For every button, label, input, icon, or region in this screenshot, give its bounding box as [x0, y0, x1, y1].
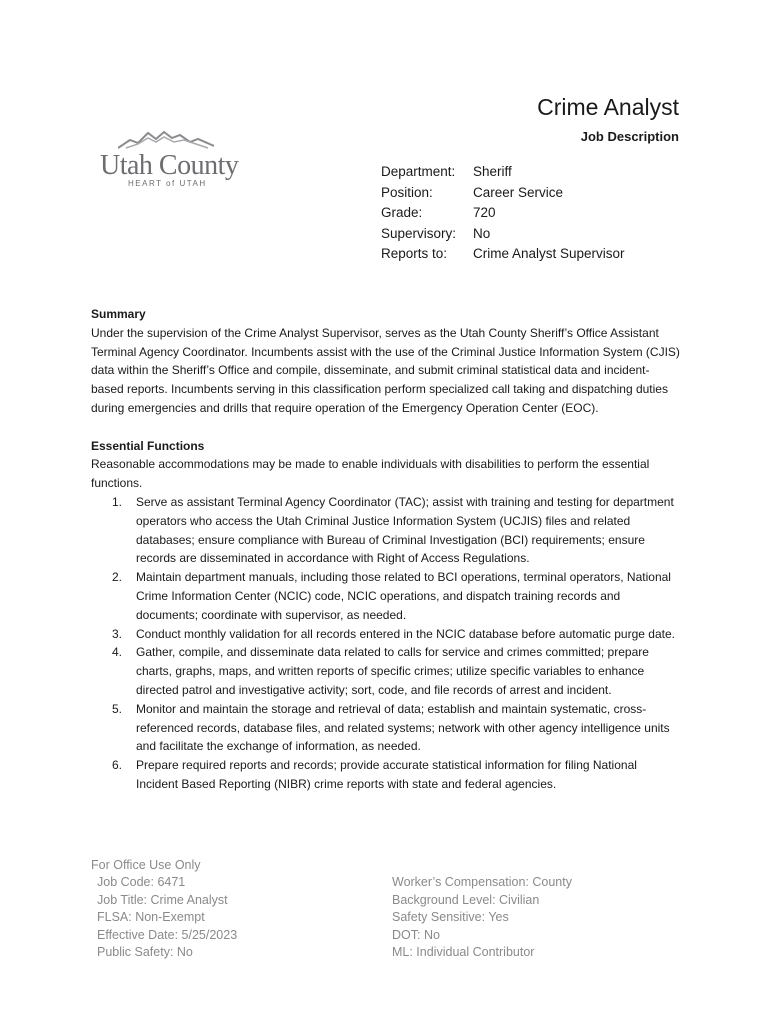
office-job-title: Job Title: Crime Analyst [97, 892, 228, 907]
job-meta-table [381, 162, 625, 265]
meta-row-grade [381, 203, 625, 224]
summary-text: Under the supervision of the Crime Analyst Supervisor, serves as the Utah County Sheriff’s Office Assistant Terminal Agency Coordinator. Incumbents assist with the use of the Criminal Justice Information System (CJIS) data within the Sheriff’s Office and compile, disseminate, and submit criminal statistical data and incident-based reports. Incumbents serving in this classification perform specialized call taking and dispatching duties during emergencies and drills that require operation of the Emergency Operation Center (EOC). [91, 325, 680, 415]
meta-value: Sheriff [473, 164, 512, 179]
meta-key: Position: [381, 184, 433, 200]
office-use-left-column [97, 874, 237, 961]
list-number: 5. [112, 701, 123, 716]
meta-key: Department: [381, 164, 456, 179]
office-use-footer [91, 857, 691, 960]
meta-row-supervisory [381, 224, 625, 245]
job-description-body [91, 305, 681, 794]
list-number: 2. [112, 570, 123, 585]
meta-key: Reports to: [381, 246, 448, 261]
list-item [91, 493, 681, 568]
essential-functions-list [91, 493, 681, 794]
list-text: Conduct monthly validation for all records entered in the NCIC database before automatic purge date. [136, 626, 675, 641]
logo-name: Utah County [100, 150, 239, 181]
mountain-icon [118, 130, 214, 150]
section-spacer [91, 418, 681, 437]
office-safety-sensitive: Safety Sensitive: Yes [392, 910, 509, 925]
list-item [91, 625, 681, 644]
utah-county-logo [100, 130, 239, 190]
office-effective-date: Effective Date: 5/25/2023 [97, 927, 238, 942]
meta-value: Crime Analyst Supervisor [473, 246, 625, 261]
office-background-level: Background Level: Civilian [392, 892, 540, 907]
office-workers-comp: Worker’s Compensation: County [392, 875, 572, 890]
meta-value: No [473, 225, 491, 241]
meta-value: 720 [473, 205, 496, 220]
logo-tagline: HEART of UTAH [128, 179, 207, 188]
list-text: Prepare required reports and records; provide accurate statistical information for filing National Incident Based Reporting (NIBR) crime reports with state and federal agencies. [136, 758, 637, 791]
office-dot: DOT: No [392, 927, 440, 942]
office-use-right-column [392, 874, 572, 961]
office-use-title: For Office Use Only [91, 858, 201, 872]
list-item [91, 643, 681, 699]
office-flsa: FLSA: Non-Exempt [97, 910, 205, 925]
meta-row-position [381, 183, 625, 204]
list-number: 1. [112, 494, 123, 509]
office-public-safety: Public Safety: No [97, 945, 193, 960]
list-number: 3. [112, 626, 123, 641]
essential-functions-intro: Reasonable accommodations may be made to enable individuals with disabilities to perform the essential functions. [91, 457, 650, 491]
meta-key: Grade: [381, 205, 423, 220]
document-subtitle: Job Description [580, 129, 679, 144]
essential-functions-heading: Essential Functions [91, 438, 205, 453]
document-title: Crime Analyst [537, 94, 679, 120]
list-number: 6. [112, 758, 123, 773]
list-text: Serve as assistant Terminal Agency Coordinator (TAC); assist with training and testing for department operators who access the Utah Criminal Justice Information System (UCJIS) files and related databases; ensure compliance with Bureau of Criminal Investigation (BCI) requirements; ensure records are disseminated in accordance with Right of Access Regulations. [136, 494, 674, 566]
meta-key: Supervisory: [381, 225, 457, 241]
office-job-code: Job Code: 6471 [97, 875, 186, 890]
list-item [91, 756, 681, 794]
meta-row-department [381, 162, 625, 183]
meta-value: Career Service [473, 184, 564, 200]
list-item [91, 568, 681, 624]
list-item [91, 700, 681, 756]
list-text: Monitor and maintain the storage and retrieval of data; establish and maintain systematic, cross-referenced records, database files, and related systems; network with other agency intelligence units and facilitate the exchange of information, as needed. [136, 701, 670, 754]
office-ml: ML: Individual Contributor [392, 945, 535, 960]
list-number: 4. [112, 645, 123, 660]
list-text: Maintain department manuals, including those related to BCI operations, terminal operators, National Crime Information Center (NCIC) code, NCIC operations, and dispatch training records and documents; coordinate with supervisor, as needed. [136, 570, 671, 622]
list-text: Gather, compile, and disseminate data related to calls for service and crimes committed; prepare charts, graphs, maps, and written reports of specific crimes; utilize specific variables to enhance directed patrol and investigative activity; sort, code, and file records of arrest and incident. [136, 645, 649, 697]
meta-row-reports-to [381, 244, 625, 265]
summary-heading: Summary [91, 307, 146, 321]
